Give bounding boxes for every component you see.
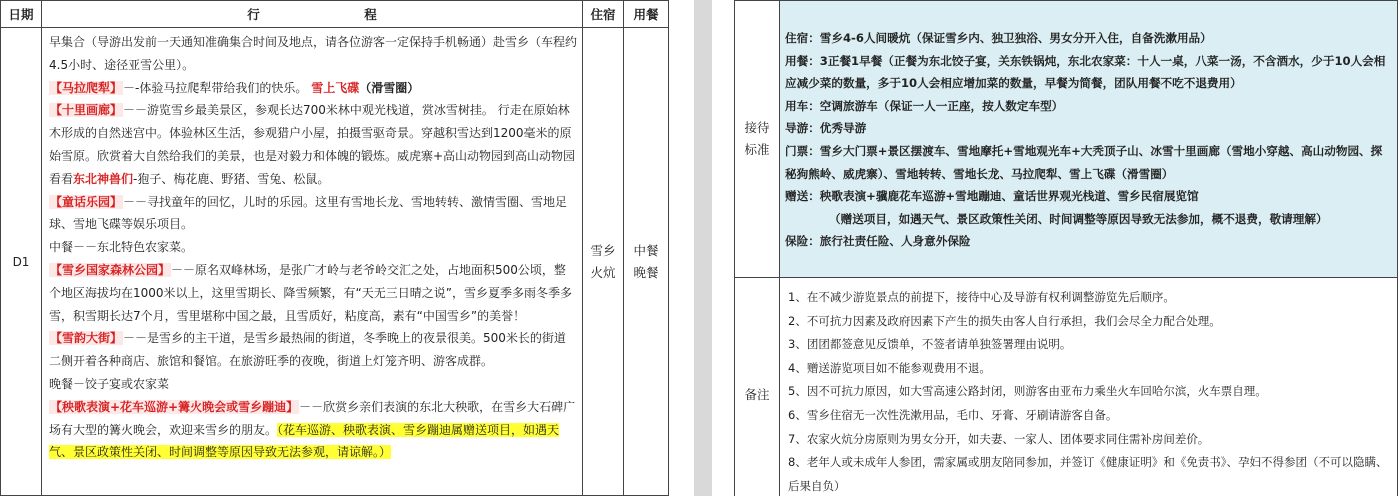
spot-name: 【十里画廊】 (50, 103, 123, 118)
standard-guide: 导游：优秀导游 (785, 121, 867, 136)
itinerary-para (49, 99, 577, 190)
meal-cell (624, 28, 669, 496)
spot-desc: －－原名双峰林场，是张广才岭与老爷岭交汇之处，占地面积500公顷，整个地区海拔均在1000米以上，这里雪期长、降雪频繁，有“天无三日晴之说”，雪乡夏季多雨冬季多雪，积雪期长达7个月，雪里堪称中国之最，且雪质好，粘度高，素有“中国雪乡”的美誉！ (49, 262, 572, 323)
stay-value: 雪乡火炕 (590, 242, 616, 280)
itinerary-para (49, 191, 577, 237)
itinerary-para (49, 259, 577, 327)
itinerary-para: 晚餐－饺子宴或农家菜 (49, 376, 170, 391)
standard-label-cell (735, 1, 780, 278)
standard-insurance: 保险：旅行社责任险、人身意外保险 (785, 234, 971, 249)
notes-cell (780, 278, 1398, 496)
itinerary-cell (42, 28, 583, 496)
table-row (735, 1, 1398, 278)
note-item: 8、老年人或未成年人参团，需家属或朋友陪同参加，并签订《健康证明》和《免责书》、孕妇不得参团（不可以隐瞒、后果自负） (788, 455, 1388, 493)
spot-desc: －－欣赏乡亲们表演的东北大秧歌，在雪乡大石碑广场有大型的篝火晚会，欢迎来雪乡的朋友。 (49, 399, 576, 437)
table-row (1, 28, 669, 496)
spot-name: 【雪韵大街】 (50, 331, 123, 346)
spot-name: 【秧歌表演+花车巡游+篝火晚会或雪乡蹦迪】 (50, 399, 299, 414)
table-row (735, 278, 1398, 496)
spot-name: 【童话乐园】 (50, 194, 123, 209)
note-item: 1、在不减少游览景点的前提下，接待中心及导游有权利调整游览先后顺序。 (788, 290, 1175, 304)
standard-meal: 用餐：3正餐1早餐（正餐为东北饺子宴，关东铁锅炖，东北农家菜：十人一桌，八菜一汤，不含酒水，少于10人会相应减少菜的数量，多于10人会相应增加菜的数量，早餐为简餐，团队用餐不吃不退费用） (785, 53, 1386, 91)
header-day: 日期 (1, 1, 42, 28)
standard-stay: 住宿：雪乡4-6人间暖炕（保证雪乡内、独卫独浴、男女分开入住，自备洗漱用品） (785, 31, 1212, 45)
highlighted-note: （花车巡游、秧歌表演、雪乡蹦迪属赠送项目，如遇天气、景区政策性关闭、时间调整等原因导致无法参观，请谅解。） (49, 422, 560, 460)
standard-tickets: 门票：雪乡大门票+景区摆渡车、雪地摩托+雪地观光车+大秃顶子山、冰雪十里画廊（雪地小穿越、高山动物园、探秘狗熊岭、威虎寨）、雪地转转、雪地长龙、马拉爬犁、雪上飞碟（滑雪圈） (785, 143, 1383, 181)
spot-desc: －-体验马拉爬犁带给我们的快乐。 (123, 80, 308, 95)
notes-label-cell: 备注 (735, 278, 780, 496)
note-item: 6、雪乡住宿无一次性洗漱用品，毛巾、牙膏、牙刷请游客自备。 (788, 407, 1118, 422)
itinerary-para (49, 77, 577, 100)
header-itinerary: 行 程 (42, 1, 583, 28)
table-header-row (1, 1, 669, 28)
note-item: 2、不可抗力因素及政府因素下产生的损失由客人自行承担，我们会尽全力配合处理。 (788, 313, 1221, 328)
standard-gift: 赠送：秧歌表演+骥鹿花车巡游+雪地蹦迪、童话世界观光栈道、雪乡民宿展览馆 (785, 189, 1199, 204)
standard-label: 接待标准 (744, 120, 770, 157)
spot-desc: （滑雪圈） (359, 80, 420, 95)
itinerary-para: 早集合（导游出发前一天通知准确集合时间及地点，请各位游客一定保持手机畅通）赴雪乡（车程约4.5小时、途径亚雪公里）。 (49, 35, 578, 72)
page-gap (694, 0, 712, 496)
spot-desc: －－游览雪乡最美景区，参观长达700米林中观光栈道，赏冰雪树挂。 行走在原始林木形成的自然迷宫中。体验林区生活，参观猎户小屋，拍摄雪驱奇景。穿越积雪达到1200毫米的原始雪原。欣赏着大自然给我们的美景，也是对毅力和体魄的锻炼。威虎寨+高山动物园到高山动物园看看 (49, 103, 576, 186)
day-cell: D1 (1, 28, 42, 496)
itinerary-para: 中餐－－东北特色农家菜。 (49, 240, 194, 255)
spot-name: 【马拉爬犁】 (50, 80, 123, 95)
highlight-text: 雪上飞碟 (311, 80, 360, 95)
spot-desc: －－是雪乡的主干道，是雪乡最热闹的街道，冬季晚上的夜景很美。500米长的街道二侧开着各种商店、旅馆和餐馆。在旅游旺季的夜晚，街道上灯笼齐明、游客成群。 (49, 331, 566, 369)
spot-desc: －－寻找童年的回忆，儿时的乐园。这里有雪地长龙、雪地转转、激情雪圈、雪地足球、雪地飞碟等娱乐项目。 (49, 194, 568, 232)
meal-value: 中餐晚餐 (633, 242, 659, 280)
spot-desc: -狍子、梅花鹿、野猪、雪兔、松鼠。 (133, 171, 330, 186)
itinerary-page (0, 0, 694, 496)
highlight-text: 东北神兽们 (73, 171, 134, 186)
note-item: 4、赠送游览项目如不能参观费用不退。 (788, 360, 991, 375)
note-item: 3、团团都签意见反馈单，不签者请单独签署理由说明。 (788, 337, 1072, 352)
spot-name: 【雪乡国家森林公园】 (50, 262, 171, 277)
itinerary-para (49, 327, 577, 373)
standard-car: 用车：空调旅游车（保证一人一正座，按人数定车型） (785, 98, 1064, 113)
terms-table (734, 0, 1398, 496)
standard-cell (780, 1, 1398, 278)
terms-page (712, 0, 1398, 496)
header-meal: 用餐 (624, 1, 669, 28)
standard-gift-note: （赠送项目，如遇天气、景区政策性关闭、时间调整等原因导致无法参加，概不退费，敬请理解） (829, 211, 1328, 226)
stay-cell (583, 28, 624, 496)
note-item: 7、农家火炕分房原则为男女分开，如夫妻、一家人、团体要求同住需补房间差价。 (788, 431, 1210, 446)
itinerary-para (49, 396, 577, 464)
header-stay: 住宿 (583, 1, 624, 28)
note-item: 5、因不可抗力原因，如大雪高速公路封闭，则游客由亚布力乘坐火车回哈尔滨，火车票自理。 (788, 384, 1267, 399)
itinerary-table (0, 0, 669, 496)
